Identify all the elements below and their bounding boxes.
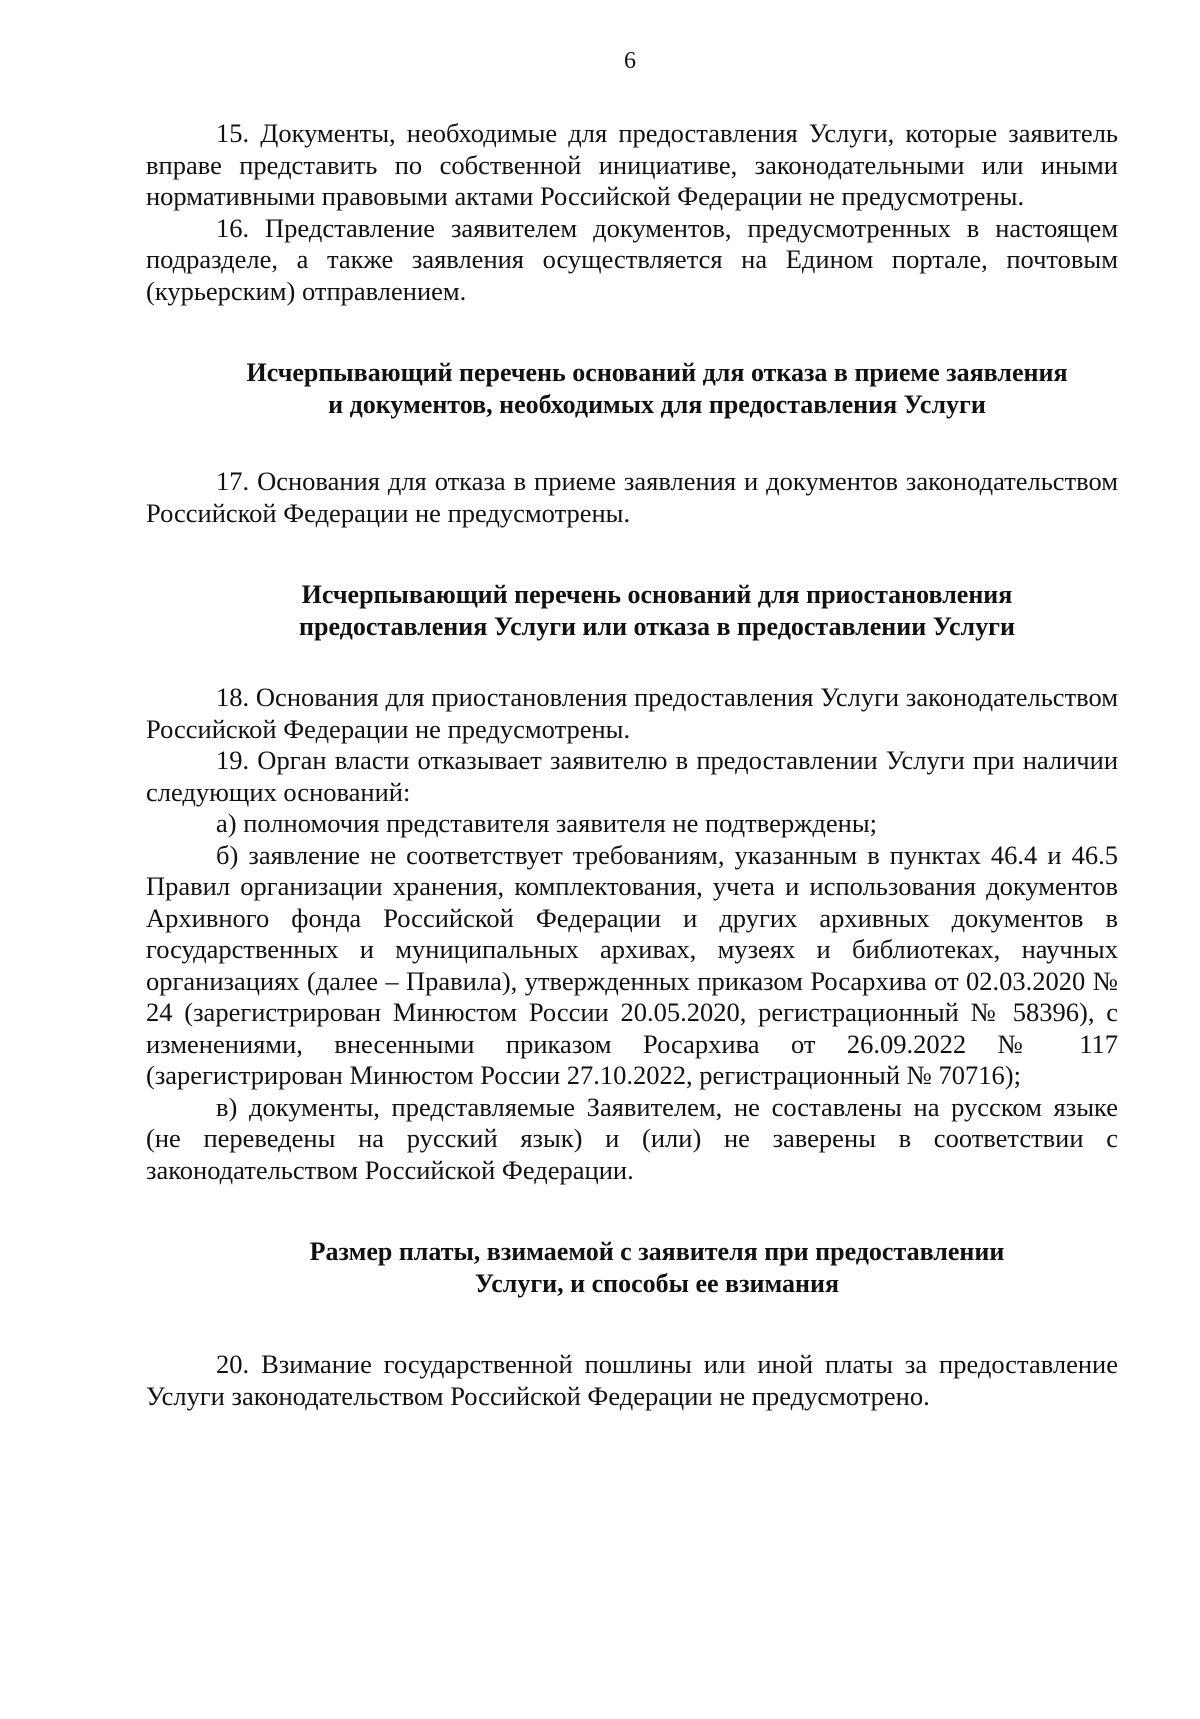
heading-line: Размер платы, взимаемой с заявителя при предоставлении xyxy=(309,1237,1005,1266)
spacer xyxy=(146,307,1118,357)
spacer xyxy=(146,1186,1118,1236)
heading-line: Исчерпывающий перечень оснований для приостановления xyxy=(301,580,1013,609)
paragraph-19: 19. Орган власти отказывает заявителю в предоставлении Услуги при наличии следующих оснований: xyxy=(146,745,1118,807)
spacer xyxy=(146,529,1118,579)
spacer xyxy=(146,420,1118,466)
section-heading-fee xyxy=(146,1236,1118,1299)
page-number: 6 xyxy=(624,48,636,74)
document-body xyxy=(146,118,1118,1412)
heading-line: Исчерпывающий перечень оснований для отказа в приеме заявления xyxy=(246,358,1068,387)
spacer xyxy=(146,1299,1118,1349)
section-heading-suspension xyxy=(146,579,1118,642)
paragraph-19-a: а) полномочия представителя заявителя не подтверждены; xyxy=(216,808,877,838)
heading-line: и документов, необходимых для предоставления Услуги xyxy=(328,389,986,419)
paragraph-15: 15. Документы, необходимые для предоставления Услуги, которые заявитель вправе представить по собственной инициативе, законодательными или иными нормативными правовыми актами Российской Федерации не предусмотрены. xyxy=(146,118,1118,211)
heading-line: Услуги, и способы ее взимания xyxy=(474,1268,840,1298)
paragraph-19-v: в) документы, представляемые Заявителем, не составлены на русском языке (не переведены на русский язык) и (или) не заверены в соответствии с законодательством Российской Федерации. xyxy=(146,1091,1118,1185)
paragraph-17: 17. Основания для отказа в приеме заявления и документов законодательством Российской Федерации не предусмотрены. xyxy=(146,466,1118,528)
paragraph-20: 20. Взимание государственной пошлины или иной платы за предоставление Услуги законодательством Российской Федерации не предусмотрено. xyxy=(146,1349,1118,1411)
heading-line: предоставления Услуги или отказа в предоставлении Услуги xyxy=(299,611,1015,641)
spacer xyxy=(146,642,1118,682)
section-heading-refusal-reception xyxy=(146,357,1118,420)
paragraph-18: 18. Основания для приостановления предоставления Услуги законодательством Российской Федерации не предусмотрены. xyxy=(146,682,1118,744)
paragraph-19-b: б) заявление не соответствует требованиям, указанным в пунктах 46.4 и 46.5 Правил организации хранения, комплектования, учета и использования документов Архивного фонда Российской Федерации и других архивных документов в государственных и муниципальных архивах, музеях и библиотеках, научных организациях (далее – Правила), утвержденных приказом Росархива от 02.03.2020 № 24 (зарегистрирован Минюстом России 20.05.2020, регистрационный № 58396), с изменениями, внесенными приказом Росархива от 26.09.2022 № 117 (зарегистрирован Минюстом России 27.10.2022, регистрационный № 70716); xyxy=(146,839,1118,1090)
paragraph-16: 16. Представление заявителем документов, предусмотренных в настоящем подразделе, а также заявления осуществляется на Едином портале, почтовым (курьерским) отправлением. xyxy=(146,212,1118,306)
